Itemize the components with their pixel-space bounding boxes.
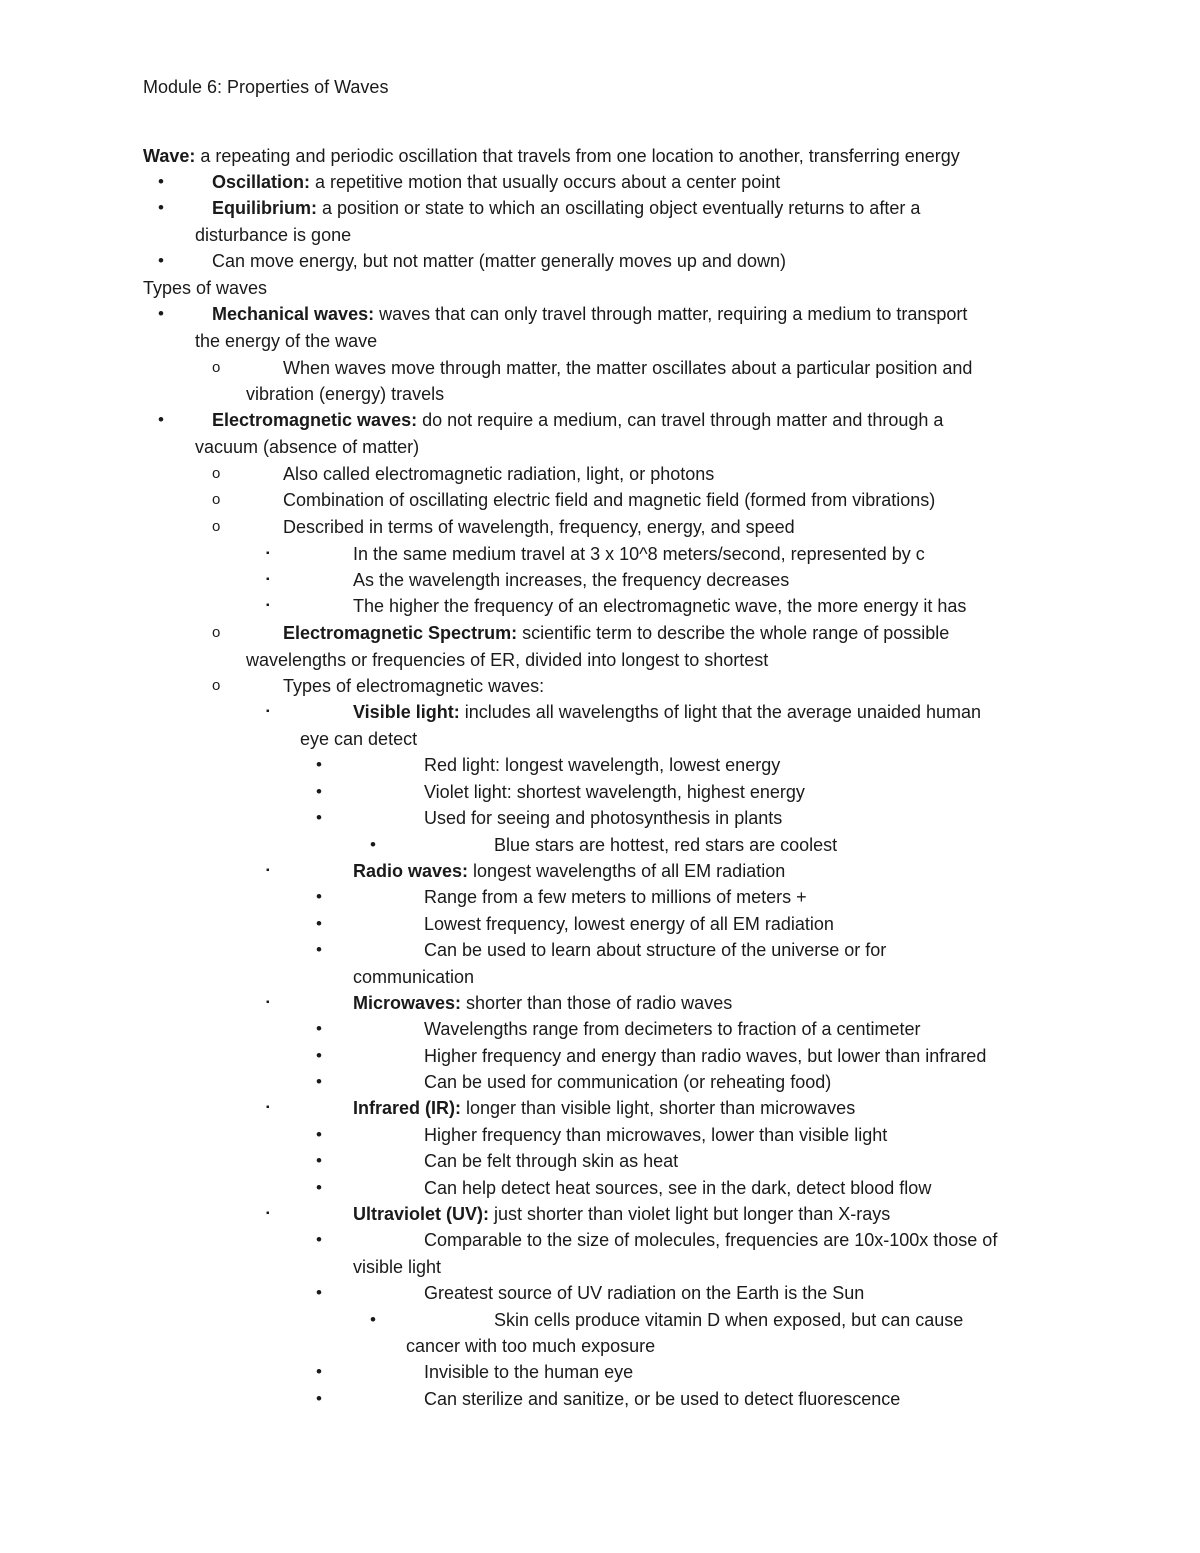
bullet-square: ▪	[266, 1102, 270, 1113]
bullet-dot: •	[316, 782, 322, 801]
bullet-circle: o	[212, 624, 221, 641]
em-also-called: Also called electromagnetic radiation, light, or photons	[283, 464, 715, 484]
bullet-dot: •	[316, 755, 322, 774]
em-spectrum-continued: wavelengths or frequencies of ER, divided into longest to shortest	[246, 650, 769, 670]
radio-waves: Radio waves: longest wavelengths of all EM radiation	[353, 861, 786, 881]
bullet-square: ▪	[266, 865, 270, 876]
wave-definition: Wave: a repeating and periodic oscillation that travels from one location to another, transferring energy	[143, 146, 960, 166]
micro-use: Can be used for communication (or reheating food)	[424, 1072, 832, 1092]
em-combination: Combination of oscillating electric field and magnetic field (formed from vibrations)	[283, 490, 936, 510]
uv-skin-continued: cancer with too much exposure	[406, 1336, 656, 1356]
bullet-dot: •	[316, 1389, 322, 1408]
bullet-dot: •	[316, 914, 322, 933]
radio-use: Can be used to learn about structure of the universe or for	[424, 940, 887, 960]
types-em-heading: Types of electromagnetic waves:	[283, 676, 545, 696]
bullet-dot: •	[158, 304, 164, 323]
oscillation-definition: Oscillation: a repetitive motion that usually occurs about a center point	[212, 172, 781, 192]
bullet-dot: •	[316, 887, 322, 906]
em-speed: In the same medium travel at 3 x 10^8 meters/second, represented by c	[353, 544, 925, 564]
ir-help: Can help detect heat sources, see in the dark, detect blood flow	[424, 1178, 932, 1198]
bullet-square: ▪	[266, 600, 270, 611]
violet-light: Violet light: shortest wavelength, highest energy	[424, 782, 805, 802]
types-heading: Types of waves	[143, 278, 268, 298]
bullet-dot: •	[316, 940, 322, 959]
mechanical-sub: When waves move through matter, the matter oscillates about a particular position and	[283, 358, 973, 378]
page-title: Module 6: Properties of Waves	[143, 77, 389, 97]
uv-skin: Skin cells produce vitamin D when exposed, but can cause	[494, 1310, 964, 1330]
em-frequency: The higher the frequency of an electromagnetic wave, the more energy it has	[353, 596, 967, 616]
infrared: Infrared (IR): longer than visible light, shorter than microwaves	[353, 1098, 856, 1118]
micro-higher: Higher frequency and energy than radio waves, but lower than infrared	[424, 1046, 987, 1066]
ultraviolet: Ultraviolet (UV): just shorter than violet light but longer than X-rays	[353, 1204, 891, 1224]
bullet-dot: •	[316, 1362, 322, 1381]
bullet-circle: o	[212, 359, 221, 376]
bullet-dot: •	[158, 251, 164, 270]
bullet-square: ▪	[266, 1208, 270, 1219]
bullet-square: ▪	[266, 997, 270, 1008]
mechanical-continued: the energy of the wave	[195, 331, 378, 351]
bullet-dot: •	[370, 835, 376, 854]
em-wavelength: As the wavelength increases, the frequency decreases	[353, 570, 790, 590]
bullet-dot: •	[316, 1151, 322, 1170]
uv-source: Greatest source of UV radiation on the Earth is the Sun	[424, 1283, 865, 1303]
bullet-dot: •	[370, 1310, 376, 1329]
microwaves: Microwaves: shorter than those of radio waves	[353, 993, 733, 1013]
em-described: Described in terms of wavelength, frequency, energy, and speed	[283, 517, 795, 537]
ir-felt: Can be felt through skin as heat	[424, 1151, 679, 1171]
energy-not-matter: Can move energy, but not matter (matter generally moves up and down)	[212, 251, 786, 271]
bullet-dot: •	[158, 198, 164, 217]
bullet-circle: o	[212, 518, 221, 535]
uv-sterilize: Can sterilize and sanitize, or be used to detect fluorescence	[424, 1389, 901, 1409]
mechanical-waves: Mechanical waves: waves that can only travel through matter, requiring a medium to transport	[212, 304, 968, 324]
bullet-dot: •	[158, 410, 164, 429]
bullet-dot: •	[316, 1072, 322, 1091]
visible-light-continued: eye can detect	[300, 729, 418, 749]
bullet-dot: •	[316, 1283, 322, 1302]
uv-comparable: Comparable to the size of molecules, frequencies are 10x-100x those of	[424, 1230, 998, 1250]
bullet-dot: •	[316, 808, 322, 827]
uv-comparable-continued: visible light	[353, 1257, 442, 1277]
equilibrium-continued: disturbance is gone	[195, 225, 352, 245]
bullet-square: ▪	[266, 706, 270, 717]
bullet-square: ▪	[266, 548, 270, 559]
seeing-photosynthesis: Used for seeing and photosynthesis in plants	[424, 808, 783, 828]
uv-invisible: Invisible to the human eye	[424, 1362, 634, 1382]
equilibrium-definition: Equilibrium: a position or state to which an oscillating object eventually returns to after a	[212, 198, 921, 218]
red-light: Red light: longest wavelength, lowest energy	[424, 755, 781, 775]
micro-range: Wavelengths range from decimeters to fraction of a centimeter	[424, 1019, 921, 1039]
bullet-circle: o	[212, 677, 221, 694]
ir-higher: Higher frequency than microwaves, lower than visible light	[424, 1125, 888, 1145]
electromagnetic-continued: vacuum (absence of matter)	[195, 437, 420, 457]
star-colors: Blue stars are hottest, red stars are coolest	[494, 835, 838, 855]
radio-range: Range from a few meters to millions of meters +	[424, 887, 807, 907]
bullet-dot: •	[316, 1178, 322, 1197]
em-spectrum: Electromagnetic Spectrum: scientific term to describe the whole range of possible	[283, 623, 950, 643]
term: Wave:	[143, 146, 196, 166]
bullet-dot: •	[158, 172, 164, 191]
bullet-circle: o	[212, 491, 221, 508]
bullet-circle: o	[212, 465, 221, 482]
mechanical-sub-continued: vibration (energy) travels	[246, 384, 445, 404]
electromagnetic-waves: Electromagnetic waves: do not require a medium, can travel through matter and through a	[212, 410, 944, 430]
bullet-square: ▪	[266, 574, 270, 585]
bullet-dot: •	[316, 1230, 322, 1249]
radio-use-continued: communication	[353, 967, 475, 987]
visible-light: Visible light: includes all wavelengths of light that the average unaided human	[353, 702, 982, 722]
bullet-dot: •	[316, 1019, 322, 1038]
bullet-dot: •	[316, 1125, 322, 1144]
bullet-dot: •	[316, 1046, 322, 1065]
radio-lowest: Lowest frequency, lowest energy of all EM radiation	[424, 914, 834, 934]
